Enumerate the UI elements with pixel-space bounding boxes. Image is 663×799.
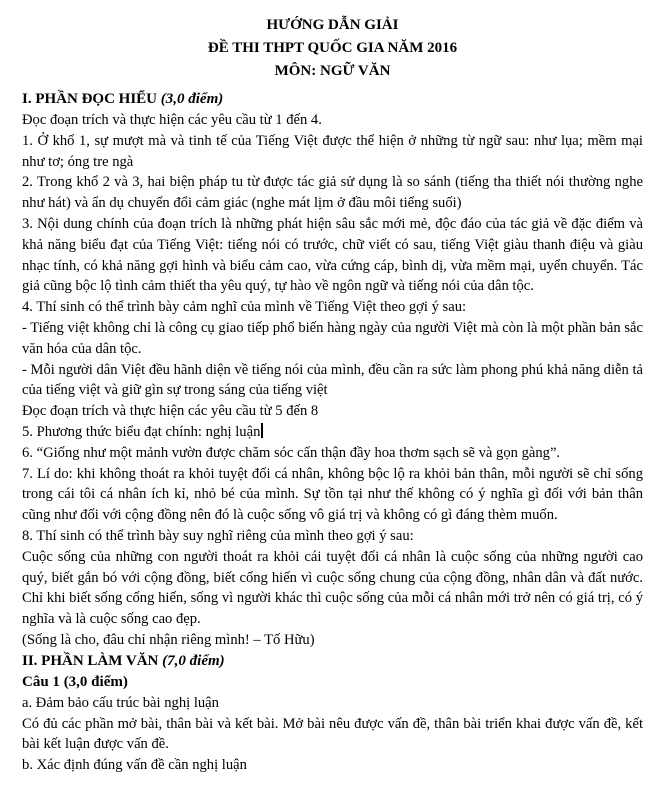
doc-title-line-1: HƯỚNG DẪN GIẢI [266,17,399,33]
doc-title-line-2: ĐỀ THI THPT QUỐC GIA NĂM 2016 [207,40,458,56]
section-heading-points: (3,0 điểm) [160,91,224,107]
criterion-a-body: Có đủ các phần mở bài, thân bài và kết bài. Mở bài nêu được vấn đề, thân bài triển khai được vấn đề, kết bài kết luận được vấn đề. [22,715,643,753]
criterion-a: a. Đảm bảo cấu trúc bài nghị luận [22,694,219,711]
section-heading-lam-van [22,651,643,672]
answer-2: 2. Trong khổ 2 và 3, hai biện pháp tu từ được tác giả sử dụng là so sánh (tiếng tha thiết nói thường nghe như hát) và ẩn dụ chuyển đổi cảm giác (nghe mát lịm ở đầu môi tiếng suối) [22,174,643,212]
section-heading-label: I. PHẦN ĐỌC HIỂU [22,91,161,107]
answer-3: 3. Nội dung chính của đoạn trích là những phát hiện sâu sắc mới mẻ, độc đáo của tác giả về đặc điểm và khả năng biểu đạt của Tiếng Việt: tiếng nói có trước, chữ viết có sau, tiếng Việt giàu thanh điệu và giàu nhạc tính, có khả năng gợi hình và biểu cảm cao, vừa cứng cáp, bình dị, vừa mềm mại, uyển chuyển. Tác giả cũng bộc lộ tình cảm thiết tha yêu quý, tự hào về ngôn ngữ và tiếng nói của dân tộc. [22,215,643,295]
answer-4: 4. Thí sinh có thể trình bày cảm nghĩ của mình về Tiếng Việt theo gợi ý sau: [22,299,467,316]
answer-8: 8. Thí sinh có thể trình bày suy nghĩ riêng của mình theo gợi ý sau: [22,527,414,544]
question-heading-label: Câu 1 [22,673,64,690]
answer-1: 1. Ở khổ 1, sự mượt mà và tinh tế của Tiếng Việt được thể hiện ở những từ ngữ sau: như lụa; mềm mại như tơ; óng tre ngà [22,132,643,170]
answer-8-quote: (Sống là cho, đâu chỉ nhận riêng mình! – Tố Hữu) [22,631,315,648]
question-heading-cau-1 [22,672,643,693]
answer-7: 7. Lí do: khi không thoát ra khỏi tuyệt đối cá nhân, không bộc lộ ra khỏi bản thân, mỗi người sẽ chỉ sống trong cái tôi cá nhân ích kỉ, nhỏ bé của mình. Sự tồn tại như thế không có ý nghĩa gì đối với bản thân cũng như đối với cộng đồng nên đó là cuộc sống vô giá trị và không có gì đáng thèm muốn. [22,465,643,524]
answer-4-bullet-2: - Mỗi người dân Việt đều hãnh diện về tiếng nói của mình, đều cần ra sức làm phong phú khả năng diễn tả của tiếng việt và giữ gìn sự trong sáng của tiếng việt [22,361,643,399]
answer-5 [22,422,643,443]
section-heading-points: (7,0 điểm) [162,652,225,669]
criterion-b: b. Xác định đúng vấn đề cần nghị luận [22,757,247,774]
section-heading-doc-hieu [22,89,643,110]
doc-title-line-3: MÔN: NGỮ VĂN [274,63,391,79]
answer-4-bullet-1: - Tiếng việt không chỉ là công cụ giao tiếp phổ biến hàng ngày của người Việt mà còn là một phần bản sắc văn hóa của dân tộc. [22,319,643,357]
question-heading-points: (3,0 điểm) [63,673,128,690]
answer-6: 6. “Giống như một mảnh vườn được chăm sóc cẩn thận đầy hoa thơm sạch sẽ và gọn gàng”. [22,444,561,461]
answer-8-body: Cuộc sống của những con người thoát ra khỏi cái tuyệt đối cá nhân là cuộc sống của những người cao quý, biết gắn bó với cộng đồng, biết cống hiến vì cuộc sống chung của cộng đồng, nhân dân và đất nước. Chỉ khi biết sống cống hiến, sống vì người khác thì cuộc sống của mỗi cá nhân mới trở nên có giá trị, có ý nghĩa và là cuộc sống cao đẹp. [22,548,643,628]
answer-5-text: 5. Phương thức biểu đạt chính: nghị luận [22,423,261,440]
section-heading-label: II. PHẦN LÀM VĂN [22,652,163,669]
text-cursor [261,423,263,438]
instruction-5-8: Đọc đoạn trích và thực hiện các yêu cầu từ 5 đến 8 [22,403,319,420]
instruction-1-4: Đọc đoạn trích và thực hiện các yêu cầu từ 1 đến 4. [22,112,322,128]
